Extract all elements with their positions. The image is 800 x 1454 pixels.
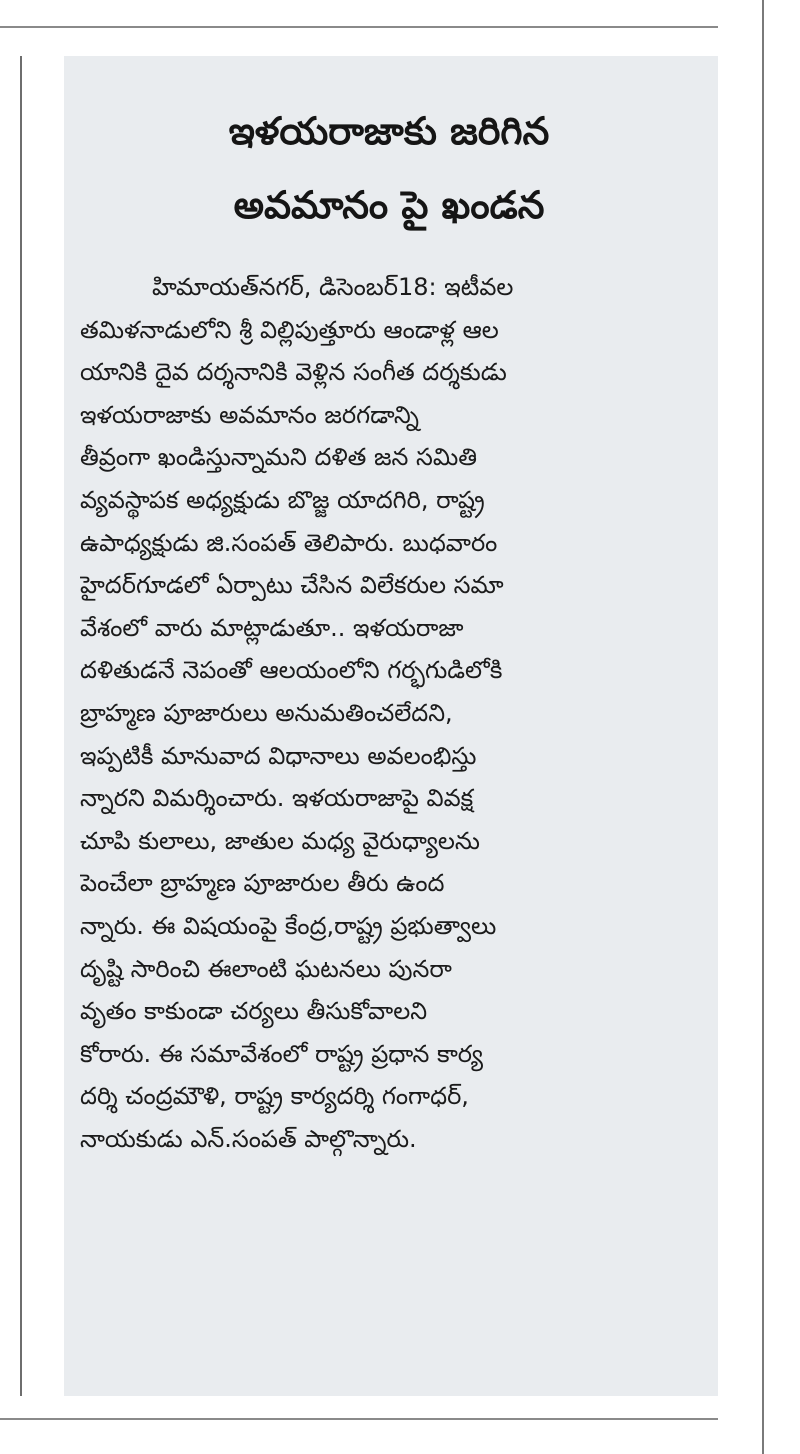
article-headline <box>80 94 698 242</box>
article-body <box>80 266 698 1160</box>
body-line: న్నారని విమర్శించారు. ఇళయరాజాపై వివక్ష <box>80 784 474 813</box>
body-line: వ్యవస్థాపక అధ్యక్షుడు బొజ్జ యాదగిరి, రాష్ట్ర <box>80 485 485 514</box>
body-line: నాయకుడు ఎన్‌.సంపత్‌ పాల్గొన్నారు. <box>80 1124 417 1153</box>
body-line: హిమాయత్‌నగర్‌, డిసెంబర్‌18: ఇటీవల <box>152 273 514 301</box>
body-line: దర్శి చంద్రమౌళి, రాష్ట్ర కార్యదర్శి గంగాధర్‌, <box>80 1082 469 1111</box>
body-line: పెంచేలా బ్రాహ్మణ పూజారుల తీరు ఉంద <box>80 869 445 898</box>
body-line: ఇళయరాజాకు అవమానం జరగడాన్ని <box>80 400 419 429</box>
body-line: ఉపాధ్యక్షుడు జి.సంపత్‌ తెలిపారు. బుధవారం <box>80 528 498 557</box>
bottom-divider <box>0 1418 718 1420</box>
body-line: తమిళనాడులోని శ్రీ విల్లిపుత్తూరు ఆండాళ్ల ఆల <box>80 315 499 344</box>
body-line: న్నారు. ఈ విషయంపై కేంద్ర,రాష్ట్ర ప్రభుత్వాలు <box>80 911 497 940</box>
body-line: దళితుడనే నెపంతో ఆలయంలోని గర్భగుడిలోకి <box>80 656 503 685</box>
news-article-clipping <box>64 56 718 1396</box>
body-line: యానికి దైవ దర్శనానికి వెళ్లిన సంగీత దర్శకుడు <box>80 358 507 387</box>
body-line: దృష్టి సారించి ఈలాంటి ఘటనలు పునరా <box>80 954 452 983</box>
body-line: తీవ్రంగా ఖండిస్తున్నామని దళిత జన సమితి <box>80 443 477 472</box>
body-line: బ్రాహ్మణ పూజారులు అనుమతించలేదని, <box>80 698 453 727</box>
body-line: ఇప్పటికీ మానువాద విధానాలు అవలంభిస్తు <box>80 741 477 770</box>
top-divider <box>0 26 718 28</box>
left-column-divider <box>20 56 22 1396</box>
body-line: వేశంలో వారు మాట్లాడుతూ.. ఇళయరాజా <box>80 613 464 642</box>
body-line: కోరారు. ఈ సమావేశంలో రాష్ట్ర ప్రధాన కార్య <box>80 1039 483 1068</box>
headline-line: ఇళయరాజాకు జరిగిన <box>228 109 550 153</box>
body-line: వృతం కాకుండా చర్యలు తీసుకోవాలని <box>80 997 428 1026</box>
body-line: చూపి కులాలు, జాతుల మధ్య వైరుధ్యాలను <box>80 826 480 855</box>
right-column-divider <box>762 0 764 1454</box>
headline-line: అవమానం పై ఖండన <box>233 183 545 227</box>
body-line: హైదర్‌గూడలో ఏర్పాటు చేసిన విలేకరుల సమా <box>80 571 504 600</box>
